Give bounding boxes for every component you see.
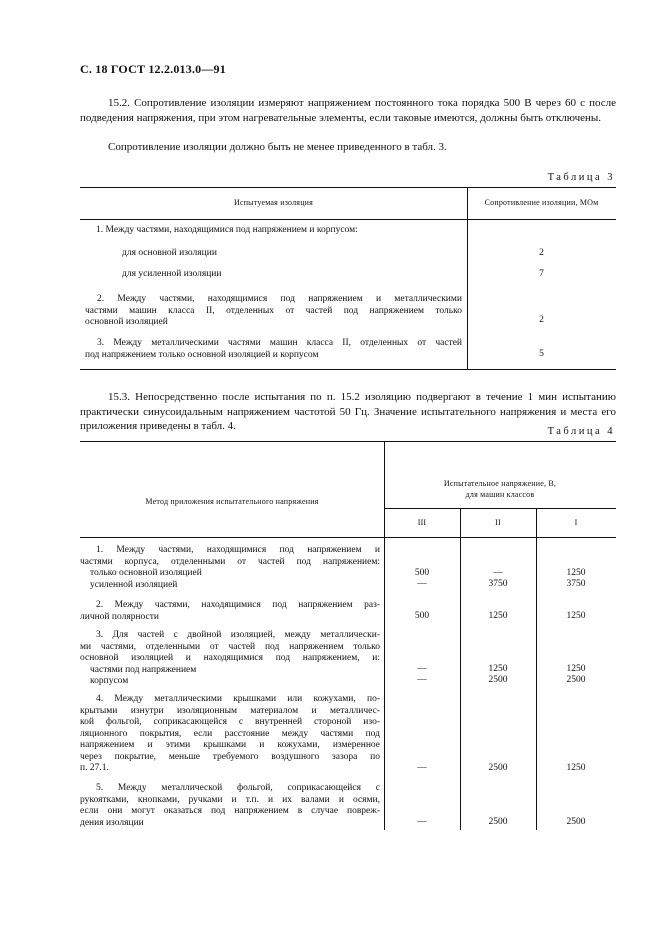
table-4-subheader-rule [384, 508, 616, 509]
table-4-row-3-line-2: ми частями, отделенными от частей под напряжением только [80, 641, 380, 652]
table-4-row-5-line-3: если они могут оказаться под напряжением в случае повреж- [80, 806, 380, 816]
table-3-row-1b-value: 7 [539, 269, 544, 279]
table-4-row-5-I: 2500 [566, 817, 586, 827]
paragraph-15-2 [80, 96, 616, 125]
table-4-col-class-I: I [574, 518, 578, 527]
table-4-row-3b-I: 2500 [566, 675, 586, 685]
table-3-row-2 [85, 294, 462, 329]
table-4-row-4-line-7: п. 27.1. [80, 763, 109, 773]
table-4-row-3a-I: 1250 [566, 664, 586, 674]
table-4-row-1b-II: 3750 [488, 579, 508, 589]
table-4-col-class-III: III [417, 518, 427, 527]
paragraph-15-2-text: 15.2. Сопротивление изоляции измеряют напряжением постоянного тока порядка 500 В через 60 с после подведения напряжения, при этом нагревательные элементы, если таковые имеются, должны быть отключены. [80, 97, 616, 124]
table-4-row-2-I: 1250 [566, 611, 586, 621]
table-3-top-rule [80, 187, 616, 188]
table-4-row-4-III: — [417, 763, 427, 773]
table-3-row-2-line-1: 2. Между частями, находящимися под напряжением и металлическими [97, 294, 462, 304]
table-3-col-insulation: Испытуемая изоляция [233, 198, 314, 207]
table-3-row-1b: для усиленной изоляции [122, 269, 222, 279]
table-4-row-4-line-2: крытыми изнутри изоляционным материалом и металличес- [80, 705, 380, 716]
table-3-row-2-value: 2 [539, 315, 544, 325]
table-4-row-4-line-3: кой фольгой, соприкасающейся с внутренней стороной изо- [80, 717, 380, 727]
table-4-row-3-line-5: корпусом [90, 676, 129, 686]
paragraph-15-3 [80, 390, 616, 434]
table-4-row-3a-II: 1250 [488, 664, 508, 674]
table-4-caption: Таблица 4 [547, 426, 615, 437]
page-header: С. 18 ГОСТ 12.2.013.0—91 [80, 62, 226, 76]
table-4-row-5-III: — [417, 817, 427, 827]
table-3-header-rule [80, 219, 616, 220]
table-4-row-1a-III: 500 [414, 568, 430, 578]
table-3-caption: Таблица 3 [547, 172, 615, 183]
table-3-row-2-line-3: основной изоляцией [85, 317, 168, 327]
table-4-row-2 [80, 600, 380, 623]
table-4-row-4-line-6: через покрытие, меньше требуемого воздушного зазора по [80, 751, 380, 762]
table-3-row-1: 1. Между частями, находящимися под напряжением и корпусом: [96, 225, 358, 235]
paragraph-15-2-requirement-text: Сопротивление изоляции должно быть не менее приведенного в табл. 3. [108, 141, 447, 153]
table-4-col-method: Метод приложения испытательного напряжения [145, 497, 319, 506]
table-4-row-4-I: 1250 [566, 763, 586, 773]
table-4-row-2-III: 500 [414, 611, 430, 621]
table-3-col-resistance: Сопротивление изоляции, МОм [484, 198, 599, 207]
table-4-col-voltage-line-1: Испытательное напряжение, В, [443, 479, 557, 488]
table-3-row-3-line-2: под напряжением только основной изоляцией и корпусом [85, 349, 319, 360]
table-4-top-rule [80, 441, 616, 442]
table-4-row-3 [80, 630, 380, 688]
table-4-row-4-line-5: напряжением и этими крышками и кожухами, измеренное [80, 740, 380, 750]
table-4-col-voltage-line-2: для машин классов [465, 490, 535, 499]
table-4-row-4 [80, 694, 380, 775]
table-4-row-5-line-2: рукоятками, кнопками, ручками и т.п. и их валами и осями, [80, 794, 380, 805]
table-4-row-3a-III: — [417, 664, 427, 674]
table-4-row-3b-II: 2500 [488, 675, 508, 685]
table-4-row-1a-I: 1250 [566, 568, 586, 578]
table-4-row-5 [80, 783, 380, 829]
table-4-row-1-line-4: усиленной изоляцией [90, 579, 178, 590]
table-4-row-1 [80, 545, 380, 591]
table-4-row-1-line-3: только основной изоляцией [90, 568, 202, 578]
table-3-row-3 [85, 338, 462, 361]
table-3-row-1a: для основной изоляции [122, 248, 217, 258]
table-3-row-3-line-1: 3. Между металлическими частями машин класса II, отделенных от частей [97, 338, 462, 348]
table-4-row-1-line-1: 1. Между частями, находящимися под напряжением и [96, 545, 380, 555]
table-4-col-class-II: II [495, 518, 501, 527]
table-4-row-3-line-3: основной изоляцией и находящимися под напряжением, и: [80, 653, 380, 663]
table-3-row-3-value: 5 [539, 349, 544, 359]
table-4-row-5-line-1: 5. Между металлической фольгой, соприкасающейся с [96, 783, 380, 793]
table-4-row-4-line-1: 4. Между металлическими крышками или кожухами, по- [96, 694, 380, 704]
table-4-row-1a-II: — [493, 568, 503, 578]
table-3-row-1a-value: 2 [539, 248, 544, 258]
table-4-row-2-II: 1250 [488, 611, 508, 621]
table-4-row-3-line-1: 3. Для частей с двойной изоляцией, между металлически- [96, 630, 380, 640]
table-4-row-5-line-4: дения изоляции [80, 817, 144, 828]
table-4-row-4-line-4: ляционного покрытия, если расстояние между частями под [80, 728, 380, 739]
table-4-row-3b-III: — [417, 675, 427, 685]
table-4-row-3-line-4: частями под напряжением [90, 664, 197, 675]
table-4-row-1-line-2: частями корпуса, отделенными от частей под напряжением: [80, 556, 380, 567]
table-4-row-1b-III: — [417, 579, 427, 589]
paragraph-15-3-text: 15.3. Непосредственно после испытания по п. 15.2 изоляцию подвергают в течение 1 мин испытанию практически синусоидальным напряжением частотой 50 Гц. Значение испытательного напряжения и места его приложения приведены в табл. 4. [80, 391, 616, 432]
table-3-bottom-rule [80, 369, 616, 370]
table-4-row-4-II: 2500 [488, 763, 508, 773]
table-3-row-2-line-2: частями машин класса II, отделенных от частей под напряжением только [85, 305, 462, 316]
table-4-row-1b-I: 3750 [566, 579, 586, 589]
table-4-row-2-line-2: личной полярности [80, 611, 159, 622]
table-4-row-5-II: 2500 [488, 817, 508, 827]
table-4-row-2-line-1: 2. Между частями, находящимися под напряжением раз- [96, 600, 380, 610]
paragraph-15-2-requirement [80, 140, 616, 155]
